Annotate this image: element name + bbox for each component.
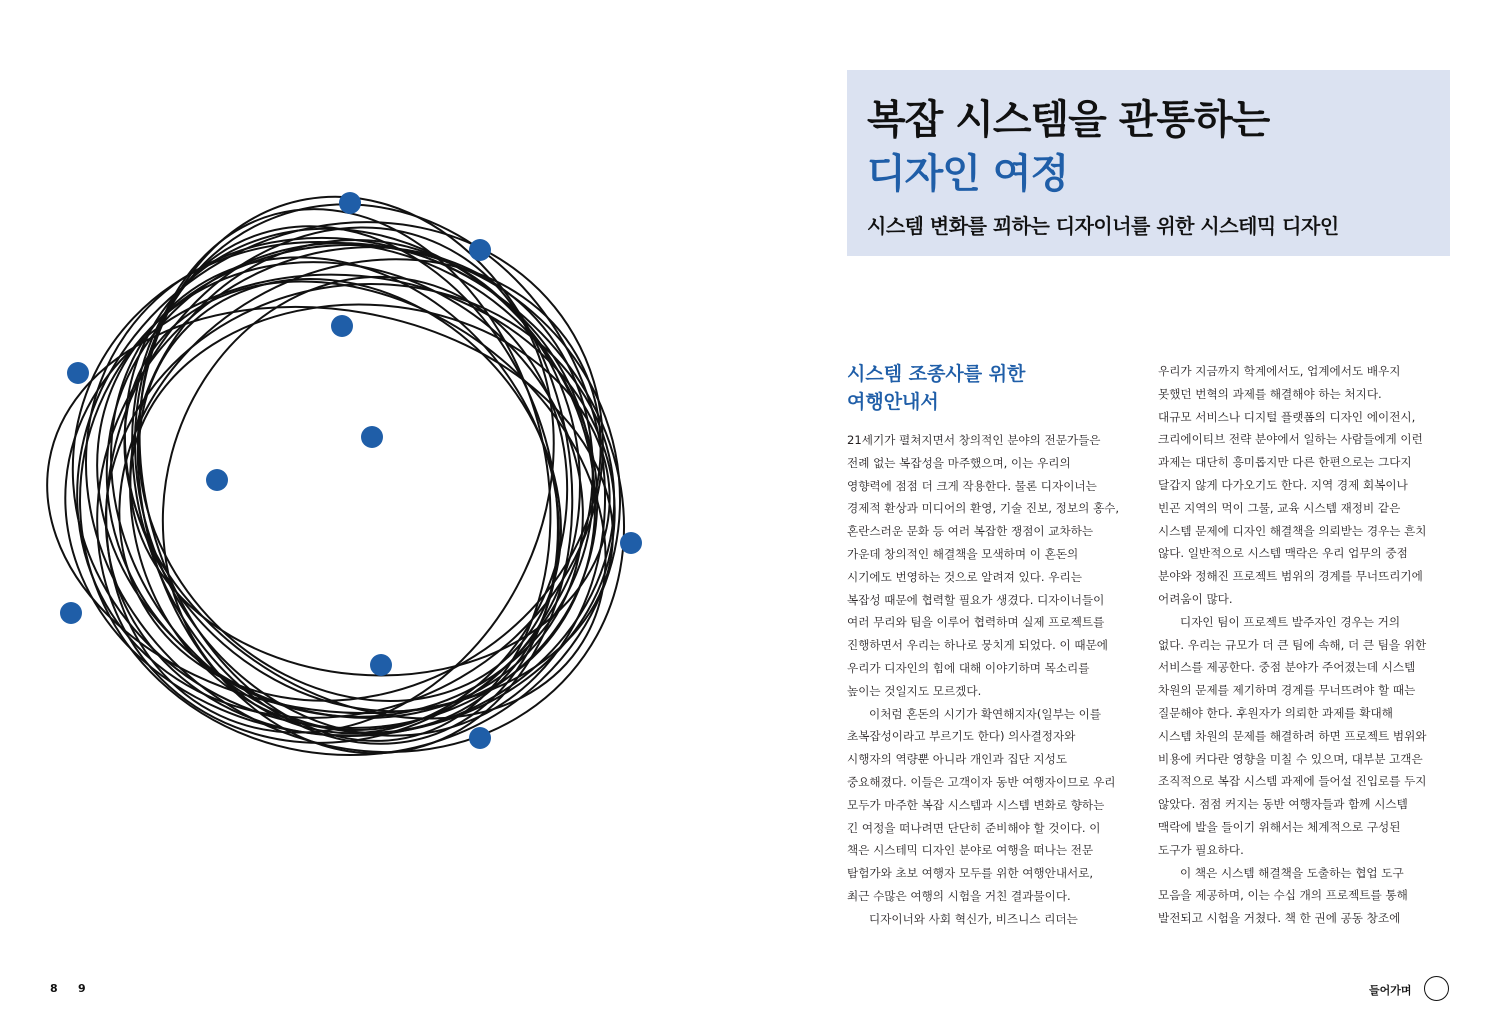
body-text-line: 긴 여정을 떠나려면 단단히 준비해야 할 것이다. 이 xyxy=(847,820,1101,835)
page-number-left: 8 xyxy=(50,982,58,995)
body-text-line: 차원의 문제를 제기하며 경계를 무너뜨려야 할 때는 xyxy=(1158,683,1416,698)
book-title-line1: 복잡 시스템을 관통하는 xyxy=(867,97,1270,143)
body-text-line: 서비스를 제공한다. 중점 분야가 주어졌는데 시스템 xyxy=(1158,660,1416,675)
network-node xyxy=(60,602,82,624)
body-text-line: 영향력에 점점 더 크게 작용한다. 물론 디자이너는 xyxy=(847,478,1097,493)
body-text-line: 여러 무리와 팀을 이루어 협력하며 실제 프로젝트를 xyxy=(847,615,1105,630)
network-node xyxy=(469,239,491,261)
tangle-loop xyxy=(62,170,679,802)
network-node xyxy=(206,469,228,491)
body-text-line: 모두가 마주한 복잡 시스템과 시스템 변화로 향하는 xyxy=(847,797,1105,812)
body-text-line: 비용에 커다란 영향을 미칠 수 있으며, 대부분 고객은 xyxy=(1158,751,1423,766)
running-footer-section: 들어가며 xyxy=(1369,984,1412,997)
chapter-circle-icon xyxy=(1424,976,1449,1001)
network-node xyxy=(361,426,383,448)
body-text-line: 시스템 문제에 디자인 해결책을 의뢰받는 경우는 흔치 xyxy=(1158,523,1427,538)
body-text-line: 책은 시스테믹 디자인 분야로 여행을 떠나는 전문 xyxy=(847,843,1094,858)
body-text-line: 높이는 것일지도 모르겠다. xyxy=(847,683,982,698)
body-text-line: 발전되고 시험을 거쳤다. 책 한 권에 공동 창조에 xyxy=(1158,911,1401,926)
body-text-line: 질문해야 한다. 후원자가 의뢰한 과제를 확대해 xyxy=(1158,705,1393,720)
tangle-loop xyxy=(53,193,647,787)
page-number-right: 9 xyxy=(78,982,86,995)
body-text-line: 전례 없는 복잡성을 마주했으며, 이는 우리의 xyxy=(847,455,1071,470)
body-text-line: 이 책은 시스템 해결책을 도출하는 협업 도구 xyxy=(1180,865,1404,880)
body-text-line: 크리에이티브 전략 분야에서 일하는 사람들에게 이런 xyxy=(1158,432,1423,447)
body-text-line: 없다. 우리는 규모가 더 큰 팀에 속해, 더 큰 팀을 위한 xyxy=(1158,637,1427,652)
body-text-line: 못했던 번혁의 과제를 해결해야 하는 처지다. xyxy=(1158,386,1382,401)
body-text-line: 도구가 필요하다. xyxy=(1158,842,1244,857)
body-text-line: 진행하면서 우리는 하나로 뭉치게 되었다. 이 때문에 xyxy=(847,638,1108,653)
tangle-loop xyxy=(70,244,650,776)
network-node xyxy=(620,532,642,554)
body-text-right-column xyxy=(1158,360,1458,930)
section-heading-line: 시스템 조종사를 위한 xyxy=(847,363,1026,385)
body-text-line: 않다. 일반적으로 시스템 맥락은 우리 업무의 중점 xyxy=(1158,546,1408,561)
body-text-line: 과제는 대단히 흥미롭지만 다른 한편으로는 그다지 xyxy=(1158,455,1412,470)
body-text-line: 중요해졌다. 이들은 고객이자 동반 여행자이므로 우리 xyxy=(847,774,1116,789)
body-text-line: 조직적으로 복잡 시스템 과제에 들어설 진입로를 두지 xyxy=(1158,774,1427,789)
network-node xyxy=(67,362,89,384)
body-text-line: 모음을 제공하며, 이는 수십 개의 프로젝트를 통해 xyxy=(1158,888,1408,903)
section-heading xyxy=(847,360,1117,416)
body-text-line: 않았다. 점점 커지는 동반 여행자들과 함께 시스템 xyxy=(1158,797,1408,812)
body-text-line: 우리가 디자인의 힘에 대해 이야기하며 목소리를 xyxy=(847,660,1090,675)
section-heading-line: 여행안내서 xyxy=(847,391,939,413)
network-node xyxy=(339,192,361,214)
body-text-line: 가운데 창의적인 해결책을 모색하며 이 혼돈의 xyxy=(847,546,1079,561)
body-text-line: 시행자의 역량뿐 아니라 개인과 집단 지성도 xyxy=(847,752,1068,767)
body-text-left-column xyxy=(847,429,1147,931)
body-text-line: 빈곤 지역의 먹이 그물, 교육 시스템 재정비 같은 xyxy=(1158,500,1401,515)
title-box xyxy=(847,70,1450,256)
book-title-line2: 디자인 여정 xyxy=(867,151,1069,197)
body-text-line: 대규모 서비스나 디지털 플랫폼의 디자인 에이전시, xyxy=(1158,409,1416,424)
body-text-line: 분야와 정해진 프로젝트 범위의 경계를 무너뜨리기에 xyxy=(1158,569,1423,584)
body-text-line: 시스템 차원의 문제를 해결하려 하면 프로젝트 범위와 xyxy=(1158,728,1427,743)
body-text-line: 달갑지 않게 다가오기도 한다. 지역 경제 회복이나 xyxy=(1158,477,1408,492)
body-text-line: 어려움이 많다. xyxy=(1158,591,1233,606)
body-text-line: 최근 수많은 여행의 시험을 거친 결과물이다. xyxy=(847,888,1071,903)
body-text-line: 21세기가 펼쳐지면서 창의적인 분야의 전문가들은 xyxy=(847,433,1101,447)
body-text-line: 디자이너와 사회 혁신가, 비즈니스 리더는 xyxy=(869,911,1078,926)
body-text-line: 혼란스러운 문화 등 여러 복잡한 쟁점이 교차하는 xyxy=(847,524,1094,539)
tangled-network-illustration xyxy=(40,170,680,810)
body-text-line: 맥락에 발을 들이기 위해서는 체계적으로 구성된 xyxy=(1158,819,1401,834)
body-text-line: 복잡성 때문에 협력할 필요가 생겼다. 디자이너들이 xyxy=(847,592,1105,607)
body-text-line: 탐험가와 초보 여행자 모두를 위한 여행안내서로, xyxy=(847,866,1094,881)
body-text-line: 시기에도 번영하는 것으로 알려져 있다. 우리는 xyxy=(847,569,1082,584)
body-text-line: 경제적 환상과 미디어의 환영, 기술 진보, 정보의 홍수, xyxy=(847,501,1120,516)
body-text-line: 디자인 팀이 프로젝트 발주자인 경우는 거의 xyxy=(1180,614,1401,629)
network-node xyxy=(331,315,353,337)
body-text-line: 우리가 지금까지 학계에서도, 업계에서도 배우지 xyxy=(1158,364,1401,378)
network-node xyxy=(469,727,491,749)
body-text-line: 초복잡성이라고 부르기도 한다) 의사결정자와 xyxy=(847,729,1076,744)
book-subtitle: 시스템 변화를 꾀하는 디자이너를 위한 시스테믹 디자인 xyxy=(867,214,1339,238)
network-node xyxy=(370,654,392,676)
tangle-loop xyxy=(40,173,680,787)
body-text-line: 이처럼 혼돈의 시기가 확연해지자(일부는 이를 xyxy=(869,706,1102,721)
